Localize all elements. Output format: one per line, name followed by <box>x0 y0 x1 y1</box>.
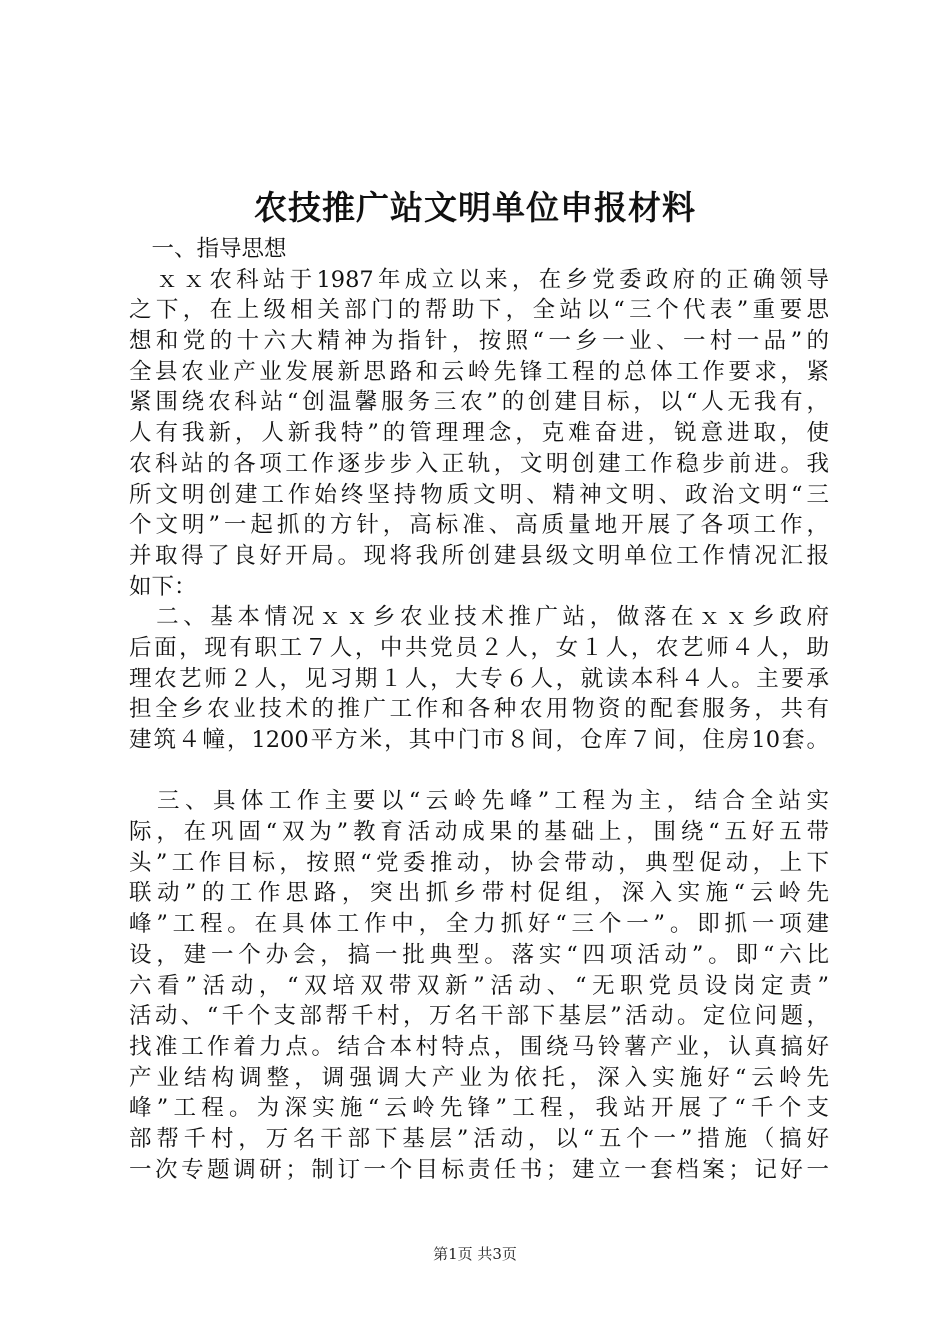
body-line <box>129 756 829 787</box>
body-line: 联动”的工作思路，突出抓乡带村促组，深入实施“云岭先 <box>129 880 829 907</box>
body-line: 建筑４幢，1200平方米，其中门市８间，仓库７间，住房10套。 <box>129 727 829 753</box>
body-line: ｘｘ农科站于1987年成立以来，在乡党委政府的正确领导 <box>129 266 829 293</box>
body-line: 六看”活动，“双培双带双新”活动、“无职党员设岗定责” <box>129 972 829 999</box>
body-line: 部帮千村，万名干部下基层”活动，以“五个一”措施（搞好 <box>129 1125 829 1152</box>
body-line: 并取得了良好开局。现将我所创建县级文明单位工作情况汇报 <box>129 542 829 569</box>
body-line: 二、基本情况ｘｘ乡农业技术推广站，做落在ｘｘ乡政府 <box>129 604 829 631</box>
body-line: 后面，现有职工７人，中共党员２人，女１人，农艺师４人，助 <box>129 634 829 661</box>
body-line: 紧围绕农科站“创温馨服务三农”的创建目标，以“人无我有， <box>129 389 829 416</box>
body-line: 全县农业产业发展新思路和云岭先锋工程的总体工作要求，紧 <box>129 358 829 385</box>
body-line: 找准工作着力点。结合本村特点，围绕马铃薯产业，认真搞好 <box>129 1033 829 1060</box>
body-line: 一、指导思想 <box>129 236 287 262</box>
document-body <box>129 234 829 1185</box>
body-line: 峰”工程。在具体工作中，全力抓好“三个一”。即抓一项建 <box>129 911 829 938</box>
page-number-footer: 第1页 共3页 <box>433 1245 517 1263</box>
body-line: 活动、“千个支部帮千村，万名干部下基层”活动。定位问题， <box>129 1003 829 1030</box>
body-line: 人有我新，人新我特”的管理理念，克难奋进，锐意进取，使 <box>129 420 829 447</box>
body-line: 产业结构调整，调强调大产业为依托，深入实施好“云岭先 <box>129 1064 829 1091</box>
body-line: 设，建一个办会，搞一批典型。落实“四项活动”。即“六比 <box>129 941 829 968</box>
body-line: 想和党的十六大精神为指针，按照“一乡一业、一村一品”的 <box>129 328 829 355</box>
body-line: 一次专题调研；制订一个目标责任书；建立一套档案；记好一 <box>129 1156 829 1183</box>
body-line: 如下： <box>129 573 197 600</box>
body-line: 三、具体工作主要以“云岭先峰”工程为主，结合全站实 <box>129 788 829 815</box>
body-line: 头”工作目标，按照“党委推动，协会带动，典型促动，上下 <box>129 849 829 876</box>
body-line: 之下，在上级相关部门的帮助下，全站以“三个代表”重要思 <box>129 297 829 324</box>
body-line: 所文明创建工作始终坚持物质文明、精神文明、政治文明“三 <box>129 481 829 508</box>
body-line: 担全乡农业技术的推广工作和各种农用物资的配套服务，共有 <box>129 696 829 723</box>
body-line: 峰”工程。为深实施“云岭先锋”工程，我站开展了“千个支 <box>129 1095 829 1122</box>
body-line: 理农艺师２人，见习期１人，大专６人，就读本科４人。主要承 <box>129 665 829 692</box>
document-title: 农技推广站文明单位申报材料 <box>254 188 696 227</box>
body-line: 个文明”一起抓的方针，高标准、高质量地开展了各项工作， <box>129 512 829 539</box>
body-line: 农科站的各项工作逐步步入正轨，文明创建工作稳步前进。我 <box>129 450 829 477</box>
body-line: 际，在巩固“双为”教育活动成果的基础上，围绕“五好五带 <box>129 819 829 846</box>
